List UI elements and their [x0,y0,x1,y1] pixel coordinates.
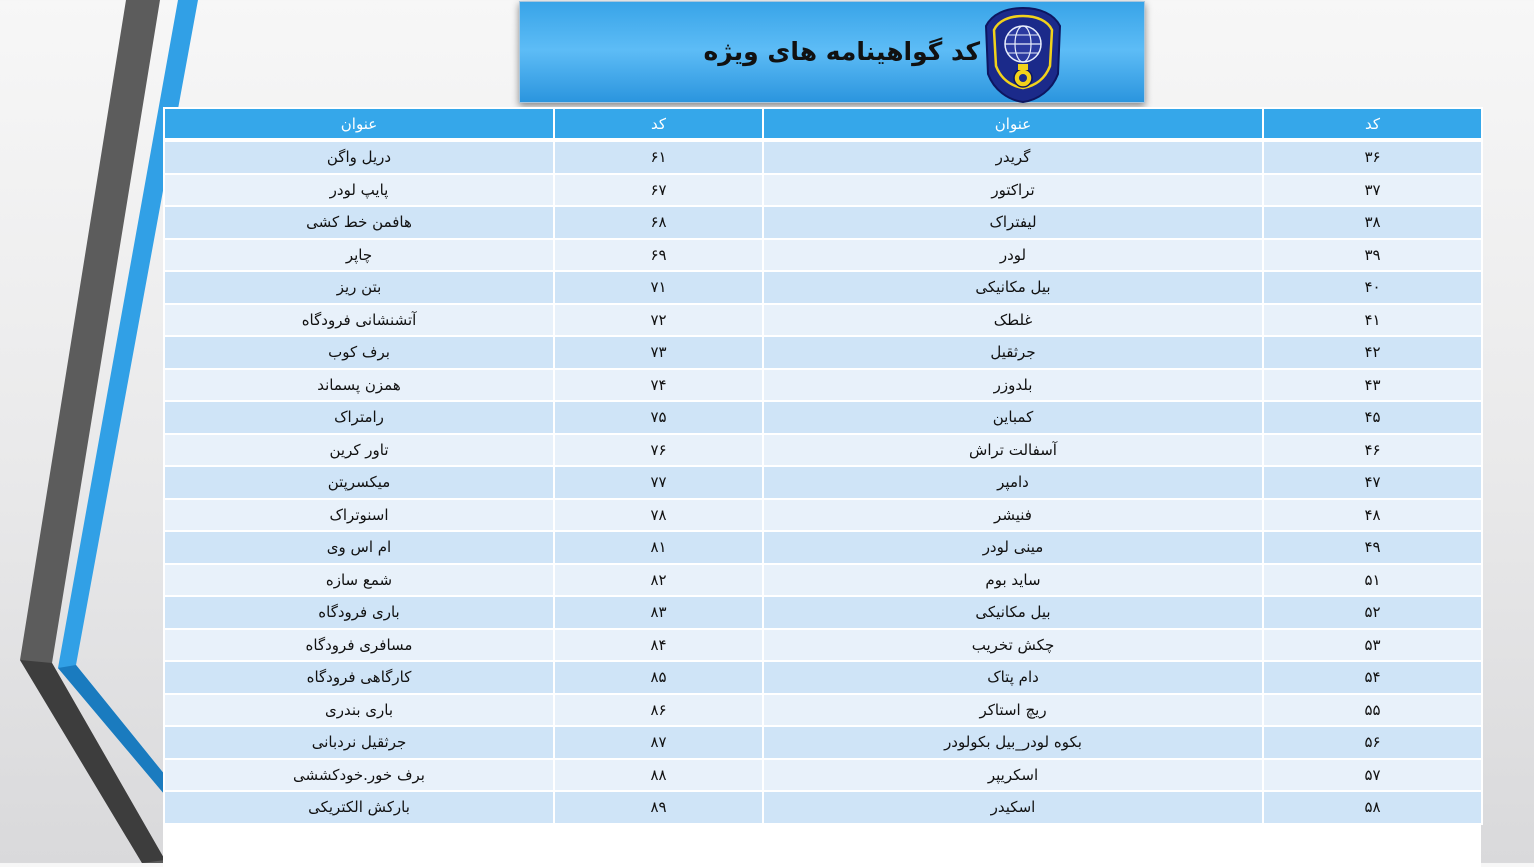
cell-title-left: اسنوتراک [164,499,554,532]
table-row [164,564,1482,597]
cell-code-left: ۷۶ [554,434,763,467]
table-row [164,401,1482,434]
table-row [164,759,1482,792]
cell-title-right: کمباین [763,401,1263,434]
table-row [164,174,1482,207]
cell-code-right: ۵۲ [1263,596,1482,629]
cell-code-right: ۵۴ [1263,661,1482,694]
table-row [164,434,1482,467]
table-row [164,629,1482,662]
cell-code-left: ۸۹ [554,791,763,824]
cell-title-right: ساید بوم [763,564,1263,597]
cell-title-left: کارگاهی فرودگاه [164,661,554,694]
cell-code-right: ۴۹ [1263,531,1482,564]
cell-title-right: غلطک [763,304,1263,337]
cell-title-left: همزن پسماند [164,369,554,402]
cell-code-right: ۴۵ [1263,401,1482,434]
cell-code-left: ۸۳ [554,596,763,629]
page-title: کد گواهینامه های ویژه [703,37,980,66]
title-banner [519,1,1145,103]
cell-code-right: ۵۸ [1263,791,1482,824]
cell-code-right: ۴۰ [1263,271,1482,304]
cell-code-left: ۷۵ [554,401,763,434]
cell-code-right: ۵۶ [1263,726,1482,759]
cell-title-right: تراکتور [763,174,1263,207]
cell-title-right: ریچ استاکر [763,694,1263,727]
cell-title-right: مینی لودر [763,531,1263,564]
table-row [164,726,1482,759]
cell-code-right: ۴۳ [1263,369,1482,402]
header-title-right: عنوان [763,108,1263,140]
cell-code-right: ۳۶ [1263,140,1482,174]
cell-title-left: میکسرپتن [164,466,554,499]
cell-code-left: ۷۷ [554,466,763,499]
cell-code-left: ۷۸ [554,499,763,532]
cell-title-left: بتن ریز [164,271,554,304]
cell-code-left: ۷۳ [554,336,763,369]
cell-code-left: ۷۲ [554,304,763,337]
table-row [164,304,1482,337]
table-body [164,140,1482,824]
cell-code-right: ۴۶ [1263,434,1482,467]
cell-code-left: ۷۴ [554,369,763,402]
cell-title-left: بارکش الکتریکی [164,791,554,824]
cell-code-left: ۸۴ [554,629,763,662]
cell-title-left: تاور کرین [164,434,554,467]
cell-title-right: بکوه لودر_بیل بکولودر [763,726,1263,759]
cell-title-right: اسکیدر [763,791,1263,824]
cell-code-left: ۷۱ [554,271,763,304]
cell-title-left: شمع سازه [164,564,554,597]
cell-code-right: ۵۵ [1263,694,1482,727]
cell-code-right: ۳۸ [1263,206,1482,239]
organization-emblem-icon [982,4,1064,104]
cell-title-right: چکش تخریب [763,629,1263,662]
cell-code-left: ۸۱ [554,531,763,564]
cell-title-left: پایپ لودر [164,174,554,207]
cell-title-right: بلدوزر [763,369,1263,402]
cell-code-left: ۸۲ [554,564,763,597]
cell-code-right: ۵۳ [1263,629,1482,662]
table-row [164,531,1482,564]
header-title-left: عنوان [164,108,554,140]
table-row [164,596,1482,629]
cell-title-left: آتشنشانی فرودگاه [164,304,554,337]
cell-title-left: مسافری فرودگاه [164,629,554,662]
cell-code-left: ۶۹ [554,239,763,272]
table-row [164,499,1482,532]
cell-code-right: ۴۸ [1263,499,1482,532]
cell-code-right: ۴۱ [1263,304,1482,337]
cell-title-right: لودر [763,239,1263,272]
cell-title-left: دریل واگن [164,140,554,174]
table-row [164,661,1482,694]
cell-code-left: ۸۶ [554,694,763,727]
cell-title-right: اسکریپر [763,759,1263,792]
certificate-table-container [163,107,1481,867]
cell-title-left: برف خور.خودکششی [164,759,554,792]
table-row [164,336,1482,369]
table-row [164,239,1482,272]
cell-title-right: دامپر [763,466,1263,499]
gray-stripe [20,0,165,863]
cell-code-right: ۴۷ [1263,466,1482,499]
cell-title-right: فنیشر [763,499,1263,532]
table-row [164,369,1482,402]
table-row [164,140,1482,174]
cell-title-right: بیل مکانیکی [763,271,1263,304]
cell-code-left: ۶۸ [554,206,763,239]
cell-title-right: آسفالت تراش [763,434,1263,467]
cell-title-right: بیل مکانیکی [763,596,1263,629]
cell-title-left: هافمن خط کشی [164,206,554,239]
table-row [164,466,1482,499]
table-header-row [164,108,1482,140]
cell-code-right: ۳۷ [1263,174,1482,207]
header-code-right: کد [1263,108,1482,140]
cell-code-right: ۴۲ [1263,336,1482,369]
cell-title-right: گریدر [763,140,1263,174]
certificate-codes-table [163,107,1483,825]
cell-code-right: ۳۹ [1263,239,1482,272]
table-row [164,206,1482,239]
cell-title-right: دام پتاک [763,661,1263,694]
cell-code-right: ۵۱ [1263,564,1482,597]
header-code-left: کد [554,108,763,140]
cell-title-left: برف کوب [164,336,554,369]
cell-title-left: باری بندری [164,694,554,727]
cell-title-left: ام اس وی [164,531,554,564]
cell-title-left: باری فرودگاه [164,596,554,629]
cell-code-left: ۶۷ [554,174,763,207]
cell-title-left: رامتراک [164,401,554,434]
cell-code-right: ۵۷ [1263,759,1482,792]
table-row [164,694,1482,727]
cell-title-left: جرثقیل نردبانی [164,726,554,759]
table-row [164,271,1482,304]
table-row [164,791,1482,824]
cell-code-left: ۸۸ [554,759,763,792]
cell-title-left: چاپر [164,239,554,272]
cell-code-left: ۶۱ [554,140,763,174]
cell-code-left: ۸۵ [554,661,763,694]
cell-title-right: لیفتراک [763,206,1263,239]
cell-title-right: جرثقیل [763,336,1263,369]
cell-code-left: ۸۷ [554,726,763,759]
